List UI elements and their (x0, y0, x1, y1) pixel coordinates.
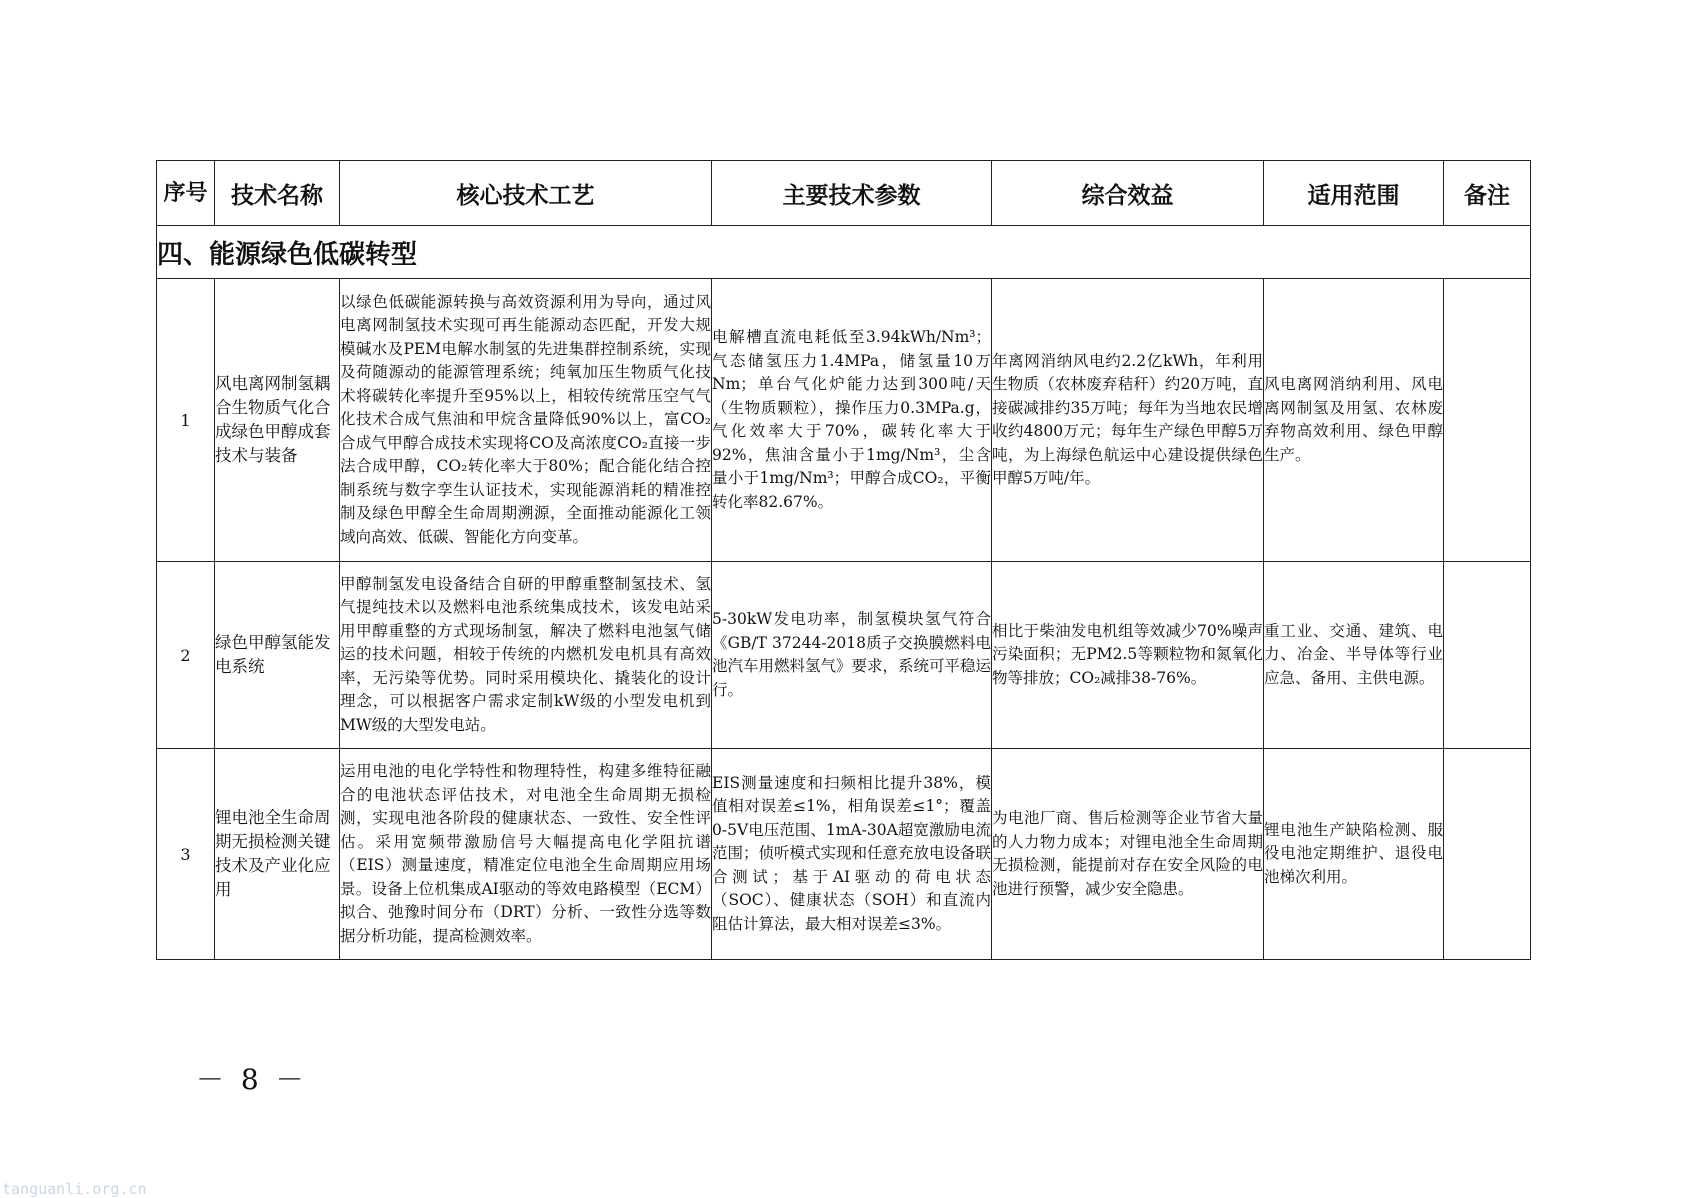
cell-seq: 1 (157, 279, 215, 562)
cell-seq: 3 (157, 749, 215, 960)
page-number: － 8 － (196, 1063, 308, 1096)
watermark: tanguanli.org.cn (2, 1180, 147, 1198)
section-title: 四、能源绿色低碳转型 (157, 226, 1531, 279)
header-scope: 适用范围 (1264, 161, 1444, 226)
cell-note (1444, 562, 1531, 749)
cell-benefit: 为电池厂商、售后检测等企业节省大量的人力物力成本；对锂电池全生命周期无损检测，能提前对存在安全风险的电池进行预警，减少安全隐患。 (992, 749, 1264, 960)
table-row (157, 279, 1531, 562)
header-note: 备注 (1444, 161, 1531, 226)
cell-benefit: 年离网消纳风电约2.2亿kWh，年利用生物质（农林废弃秸秆）约20万吨，直接碳减排约35万吨；每年为当地农民增收约4800万元；每年生产绿色甲醇5万吨，为上海绿色航运中心建设提供绿色甲醇5万吨/年。 (992, 279, 1264, 562)
cell-note (1444, 749, 1531, 960)
header-row (157, 161, 1531, 226)
cell-name: 锂电池全生命周期无损检测关键技术及产业化应用 (215, 749, 340, 960)
header-benefit: 综合效益 (992, 161, 1264, 226)
cell-name: 风电离网制氢耦合生物质气化合成绿色甲醇成套技术与装备 (215, 279, 340, 562)
cell-seq: 2 (157, 562, 215, 749)
cell-name: 绿色甲醇氢能发电系统 (215, 562, 340, 749)
cell-note (1444, 279, 1531, 562)
cell-scope: 锂电池生产缺陷检测、服役电池定期维护、退役电池梯次利用。 (1264, 749, 1444, 960)
cell-scope: 风电离网消纳利用、风电离网制氢及用氢、农林废弃物高效利用、绿色甲醇生产。 (1264, 279, 1444, 562)
header-process: 核心技术工艺 (340, 161, 712, 226)
cell-params: 5-30kW发电功率，制氢模块氢气符合《GB/T 37244-2018质子交换膜燃料电池汽车用燃料氢气》要求，系统可平稳运行。 (712, 562, 992, 749)
cell-process: 以绿色低碳能源转换与高效资源利用为导向，通过风电离网制氢技术实现可再生能源动态匹配，开发大规模碱水及PEM电解水制氢的先进集群控制系统，实现及荷随源动的能源管理系统；纯氧加压生物质气化技术将碳转化率提升至95%以上，相较传统常压空气气化技术合成气焦油和甲烷含量降低90%以上，富CO₂合成气甲醇合成技术实现将CO及高浓度CO₂直接一步法合成甲醇，CO₂转化率大于80%；配合能化结合控制系统与数字孪生认证技术，实现能源消耗的精准控制及绿色甲醇全生命周期溯源，全面推动能源化工领域向高效、低碳、智能化方向变革。 (340, 279, 712, 562)
cell-process: 运用电池的电化学特性和物理特性，构建多维特征融合的电池状态评估技术，对电池全生命周期无损检测，实现电池各阶段的健康状态、一致性、安全性评估。采用宽频带激励信号大幅提高电化学阻抗谱（EIS）测量速度，精准定位电池全生命周期应用场景。设备上位机集成AI驱动的等效电路模型（ECM）拟合、弛豫时间分布（DRT）分析、一致性分选等数据分析功能，提高检测效率。 (340, 749, 712, 960)
cell-benefit: 相比于柴油发电机组等效减少70%噪声污染面积；无PM2.5等颗粒物和氮氧化物等排放；CO₂减排38-76%。 (992, 562, 1264, 749)
section-row (157, 226, 1531, 279)
cell-scope: 重工业、交通、建筑、电力、冶金、半导体等行业应急、备用、主供电源。 (1264, 562, 1444, 749)
cell-process: 甲醇制氢发电设备结合自研的甲醇重整制氢技术、氢气提纯技术以及燃料电池系统集成技术，该发电站采用甲醇重整的方式现场制氢，解决了燃料电池氢气储运的技术问题，相较于传统的内燃机发电机具有高效率，无污染等优势。同时采用模块化、撬装化的设计理念，可以根据客户需求定制kW级的小型发电机到MW级的大型发电站。 (340, 562, 712, 749)
table-row (157, 749, 1531, 960)
cell-params: EIS测量速度和扫频相比提升38%，模值相对误差≤1%，相角误差≤1°；覆盖0-5V电压范围、1mA-30A超宽激励电流范围；侦听模式实现和任意充放电设备联合测试；基于AI驱动的荷电状态（SOC）、健康状态（SOH）和直流内阻估计算法，最大相对误差≤3%。 (712, 749, 992, 960)
cell-params: 电解槽直流电耗低至3.94kWh/Nm³；气态储氢压力1.4MPa，储氢量10万Nm；单台气化炉能力达到300吨/天（生物质颗粒），操作压力0.3MPa.g，气化效率大于70%，碳转化率大于92%，焦油含量小于1mg/Nm³，尘含量小于1mg/Nm³；甲醇合成CO₂，平衡转化率82.67%。 (712, 279, 992, 562)
header-params: 主要技术参数 (712, 161, 992, 226)
technology-table (156, 160, 1531, 960)
header-seq: 序号 (157, 161, 215, 226)
table-row (157, 562, 1531, 749)
header-name: 技术名称 (215, 161, 340, 226)
